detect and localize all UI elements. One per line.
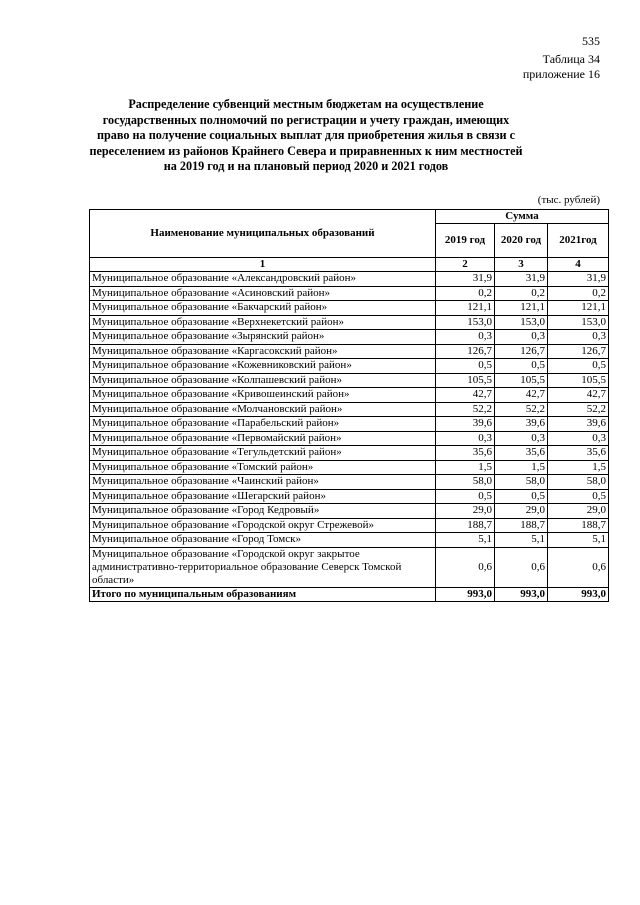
value-2021: 29,0 <box>548 504 609 519</box>
table-row <box>90 359 609 374</box>
municipality-name: Муниципальное образование «Верхнекетский район» <box>90 315 436 330</box>
table-row <box>90 301 609 316</box>
column-header-name: Наименование муниципальных образований <box>90 210 436 258</box>
value-2019: 52,2 <box>436 402 495 417</box>
municipality-name: Муниципальное образование «Кривошеинский район» <box>90 388 436 403</box>
value-2020: 0,6 <box>495 547 548 587</box>
table-row <box>90 315 609 330</box>
table-row <box>90 518 609 533</box>
column-header-2019: 2019 год <box>436 224 495 258</box>
value-2021: 121,1 <box>548 301 609 316</box>
value-2020: 105,5 <box>495 373 548 388</box>
value-2021: 0,5 <box>548 489 609 504</box>
value-2020: 0,3 <box>495 431 548 446</box>
column-number-row <box>90 258 609 272</box>
value-2020: 0,5 <box>495 489 548 504</box>
value-2021: 188,7 <box>548 518 609 533</box>
value-2020: 5,1 <box>495 533 548 548</box>
municipality-name: Муниципальное образование «Парабельский район» <box>90 417 436 432</box>
municipality-name: Муниципальное образование «Молчановский район» <box>90 402 436 417</box>
value-2020: 0,5 <box>495 359 548 374</box>
table-row <box>90 446 609 461</box>
municipality-name: Муниципальное образование «Асиновский район» <box>90 286 436 301</box>
value-2020: 29,0 <box>495 504 548 519</box>
municipality-name: Муниципальное образование «Колпашевский район» <box>90 373 436 388</box>
value-2021: 52,2 <box>548 402 609 417</box>
appendix-reference: приложение 16 <box>522 67 600 81</box>
value-2019: 0,3 <box>436 431 495 446</box>
table-row <box>90 286 609 301</box>
table-row <box>90 460 609 475</box>
value-2019: 29,0 <box>436 504 495 519</box>
value-2019: 0,3 <box>436 330 495 345</box>
total-2021: 993,0 <box>548 587 609 601</box>
value-2020: 39,6 <box>495 417 548 432</box>
title-line: переселением из районов Крайнего Севера и приравненных к ним местностей <box>89 143 523 158</box>
title-line: на 2019 год и на плановый период 2020 и 2021 годов <box>163 159 449 173</box>
value-2020: 0,2 <box>495 286 548 301</box>
value-2020: 35,6 <box>495 446 548 461</box>
total-row <box>90 587 609 601</box>
value-2020: 121,1 <box>495 301 548 316</box>
column-header-sum: Сумма <box>436 210 609 224</box>
value-2021: 0,5 <box>548 359 609 374</box>
value-2021: 1,5 <box>548 460 609 475</box>
value-2019: 0,6 <box>436 547 495 587</box>
title-line: государственных полномочий по регистрации и учету граждан, имеющих <box>102 112 510 127</box>
value-2021: 0,2 <box>548 286 609 301</box>
table-row <box>90 489 609 504</box>
table-row <box>90 344 609 359</box>
value-2019: 0,2 <box>436 286 495 301</box>
value-2020: 153,0 <box>495 315 548 330</box>
value-2019: 105,5 <box>436 373 495 388</box>
table-row <box>90 504 609 519</box>
column-number: 3 <box>495 258 548 272</box>
value-2019: 5,1 <box>436 533 495 548</box>
table-row <box>90 431 609 446</box>
value-2019: 42,7 <box>436 388 495 403</box>
municipality-name: Муниципальное образование «Городской округ закрытое административно-территориальное образование Северск Томской области» <box>90 547 436 587</box>
value-2019: 1,5 <box>436 460 495 475</box>
subvention-table <box>89 209 609 602</box>
value-2019: 31,9 <box>436 272 495 287</box>
municipality-name: Муниципальное образование «Александровский район» <box>90 272 436 287</box>
value-2019: 0,5 <box>436 359 495 374</box>
value-2021: 35,6 <box>548 446 609 461</box>
value-2021: 153,0 <box>548 315 609 330</box>
title-line: Распределение субвенций местным бюджетам на осуществление <box>128 97 484 111</box>
value-2021: 42,7 <box>548 388 609 403</box>
value-2020: 1,5 <box>495 460 548 475</box>
value-2021: 126,7 <box>548 344 609 359</box>
value-2021: 39,6 <box>548 417 609 432</box>
column-number: 4 <box>548 258 609 272</box>
value-2021: 31,9 <box>548 272 609 287</box>
value-2021: 58,0 <box>548 475 609 490</box>
municipality-name: Муниципальное образование «Чаинский район» <box>90 475 436 490</box>
value-2021: 0,3 <box>548 431 609 446</box>
municipality-name: Муниципальное образование «Зырянский район» <box>90 330 436 345</box>
units-label: (тыс. рублей) <box>537 194 600 206</box>
municipality-name: Муниципальное образование «Кожевниковский район» <box>90 359 436 374</box>
document-title <box>86 97 526 175</box>
table-row <box>90 388 609 403</box>
table-row <box>90 373 609 388</box>
value-2019: 188,7 <box>436 518 495 533</box>
municipality-name: Муниципальное образование «Городской округ Стрежевой» <box>90 518 436 533</box>
value-2019: 0,5 <box>436 489 495 504</box>
value-2020: 58,0 <box>495 475 548 490</box>
municipality-name: Муниципальное образование «Шегарский район» <box>90 489 436 504</box>
table-row <box>90 533 609 548</box>
value-2019: 121,1 <box>436 301 495 316</box>
municipality-name: Муниципальное образование «Томский район» <box>90 460 436 475</box>
value-2020: 31,9 <box>495 272 548 287</box>
table-row <box>90 402 609 417</box>
value-2021: 0,3 <box>548 330 609 345</box>
total-label: Итого по муниципальным образованиям <box>90 587 436 601</box>
municipality-name: Муниципальное образование «Бакчарский район» <box>90 301 436 316</box>
value-2020: 52,2 <box>495 402 548 417</box>
value-2019: 39,6 <box>436 417 495 432</box>
column-header-2021: 2021год <box>548 224 609 258</box>
value-2021: 105,5 <box>548 373 609 388</box>
total-2020: 993,0 <box>495 587 548 601</box>
municipality-name: Муниципальное образование «Тегульдетский район» <box>90 446 436 461</box>
value-2020: 126,7 <box>495 344 548 359</box>
value-2020: 188,7 <box>495 518 548 533</box>
page-number: 535 <box>582 34 600 48</box>
table-row <box>90 272 609 287</box>
total-2019: 993,0 <box>436 587 495 601</box>
table-row <box>90 475 609 490</box>
municipality-name: Муниципальное образование «Каргасокский район» <box>90 344 436 359</box>
value-2020: 0,3 <box>495 330 548 345</box>
column-number: 2 <box>436 258 495 272</box>
municipality-name: Муниципальное образование «Первомайский район» <box>90 431 436 446</box>
value-2021: 5,1 <box>548 533 609 548</box>
column-number: 1 <box>90 258 436 272</box>
value-2021: 0,6 <box>548 547 609 587</box>
value-2019: 153,0 <box>436 315 495 330</box>
value-2019: 35,6 <box>436 446 495 461</box>
table-row <box>90 547 609 587</box>
table-reference: Таблица 34 <box>542 52 600 66</box>
title-line: право на получение социальных выплат для приобретения жилья в связи с <box>97 128 515 142</box>
column-header-2020: 2020 год <box>495 224 548 258</box>
value-2019: 126,7 <box>436 344 495 359</box>
municipality-name: Муниципальное образование «Город Томск» <box>90 533 436 548</box>
value-2020: 42,7 <box>495 388 548 403</box>
table-row <box>90 417 609 432</box>
table-row <box>90 330 609 345</box>
municipality-name: Муниципальное образование «Город Кедровый» <box>90 504 436 519</box>
value-2019: 58,0 <box>436 475 495 490</box>
